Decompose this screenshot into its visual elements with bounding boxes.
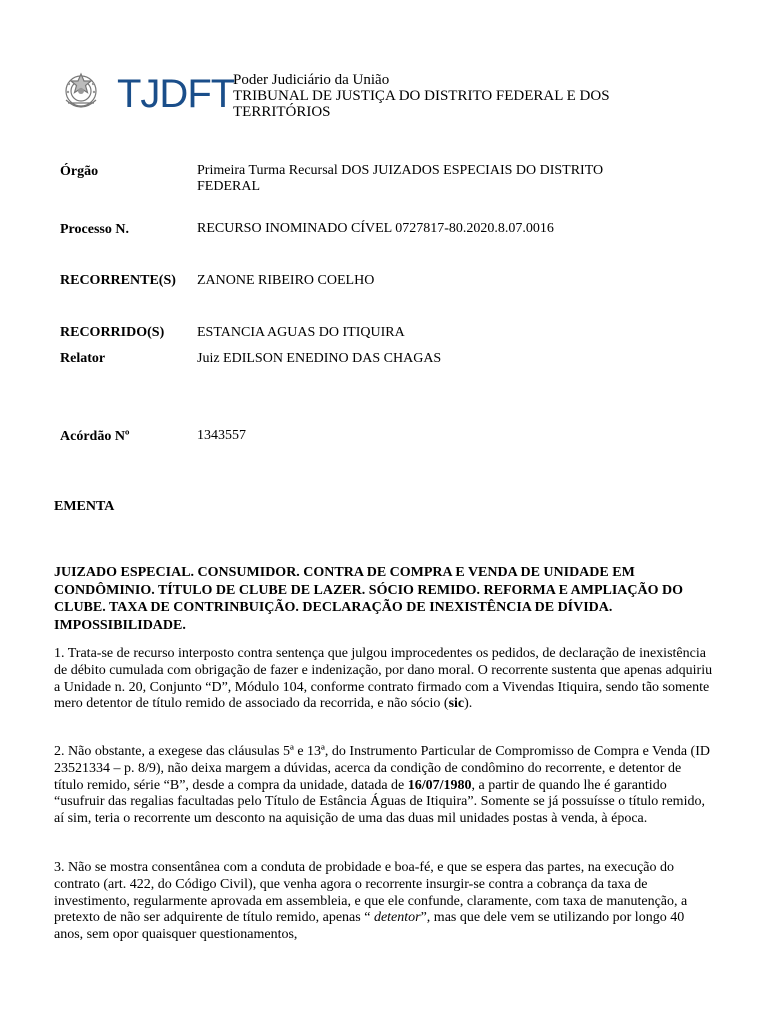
orgao-value	[197, 163, 677, 195]
recorrente-value: ZANONE RIBEIRO COELHO	[197, 273, 375, 288]
paragraph-1-end: ).	[464, 696, 473, 712]
paragraph-1	[54, 646, 714, 713]
paragraph-3-detentor: detentor	[373, 910, 421, 926]
header-line-1: Poder Judiciário da União	[233, 72, 390, 88]
relator-label: Relator	[60, 351, 106, 366]
paragraph-1-sic: sic	[448, 696, 465, 712]
paragraph-3	[54, 860, 714, 944]
paragraph-2-end: , a partir de quando lhe é garantido “usufruir das regalias facultadas pelo Título de Estância Águas de Itiquira”. Somente se já possuísse o título remido, aí sim, teria o recorrente um desconto na aquisição de uma das duas mil unidades postas à venda, à época.	[54, 777, 705, 827]
header-line-2: TRIBUNAL DE JUSTIÇA DO DISTRITO FEDERAL E DOS	[233, 88, 610, 104]
recorrido-value: ESTANCIA AGUAS DO ITIQUIRA	[197, 325, 405, 340]
ementa-summary: JUIZADO ESPECIAL. CONSUMIDOR. CONTRA DE COMPRA E VENDA DE UNIDADE EM CONDÔMINIO. TÍTULO DE CLUBE DE LAZER. SÓCIO REMIDO. REFORMA E AMPLIAÇÃO DO CLUBE. TAXA DE CONTRINBUIÇÃO. DECLARAÇÃO DE INEXISTÊNCIA DE DÍVIDA. IMPOSSIBILIDADE.	[54, 565, 684, 633]
processo-value: RECURSO INOMINADO CÍVEL 0727817-80.2020.8.07.0016	[197, 221, 554, 236]
paragraph-1-text: 1. Trata-se de recurso interposto contra sentença que julgou improcedentes os pedidos, de declaração de inexistência de débito cumulada com obrigação de fazer e indenização, por dano moral. O recorrente sustenta que apenas adquiriu a Unidade n. 20, Conjunto “D”, Módulo 104, conforme contrato firmado com a Vivendas Itiquira, sendo tão somente mero detentor de título remido de associado da recorrida, e não sócio (	[54, 646, 713, 712]
tjdft-logo: TJDFT	[117, 72, 235, 116]
paragraph-2-date: 16/07/1980	[407, 777, 472, 793]
paragraph-2	[54, 744, 714, 828]
orgao-value-line-2: FEDERAL	[197, 179, 260, 194]
orgao-value-line-1: Primeira Turma Recursal DOS JUIZADOS ESPECIAIS DO DISTRITO	[197, 163, 604, 178]
recorrido-label: RECORRIDO(S)	[60, 325, 165, 340]
paragraph-3-text: 3. Não se mostra consentânea com a conduta de probidade e boa-fé, e que se espera das partes, na execução do contrato (art. 422, do Código Civil), que venha agora o recorrente insurgir-se contra a cobrança da taxa de investimento, regularmente aprovada em assembleia, e que ele confunde, claramente, com taxa de manutenção, a pretexto de não ser adquirente de título remido, apenas “	[54, 860, 688, 926]
relator-value: Juiz EDILSON ENEDINO DAS CHAGAS	[197, 351, 442, 366]
header-line-3: TERRITÓRIOS	[233, 104, 331, 120]
ementa-title: EMENTA	[54, 499, 115, 514]
acordao-label: Acórdão Nº	[60, 429, 130, 444]
orgao-label: Órgão	[60, 164, 99, 179]
paragraph-2-text: 2. Não obstante, a exegese das cláusulas 5ª e 13ª, do Instrumento Particular de Compromisso de Compra e Venda (ID 23521334 – p. 8/9), não deixa margem a dúvidas, acerca da condição de condômino do recorrente, e detentor de título remido, série “B”, desde a compra da unidade, datada de	[54, 744, 710, 793]
paragraph-3-end: ”, mas que dele vem se utilizando por longo 40 anos, sem opor quaisquer questionamentos,	[54, 910, 685, 943]
acordao-value: 1343557	[197, 428, 246, 443]
processo-label: Processo N.	[60, 222, 129, 237]
recorrente-label: RECORRENTE(S)	[60, 273, 176, 288]
coat-of-arms-icon	[58, 70, 104, 116]
header-text	[233, 72, 610, 120]
